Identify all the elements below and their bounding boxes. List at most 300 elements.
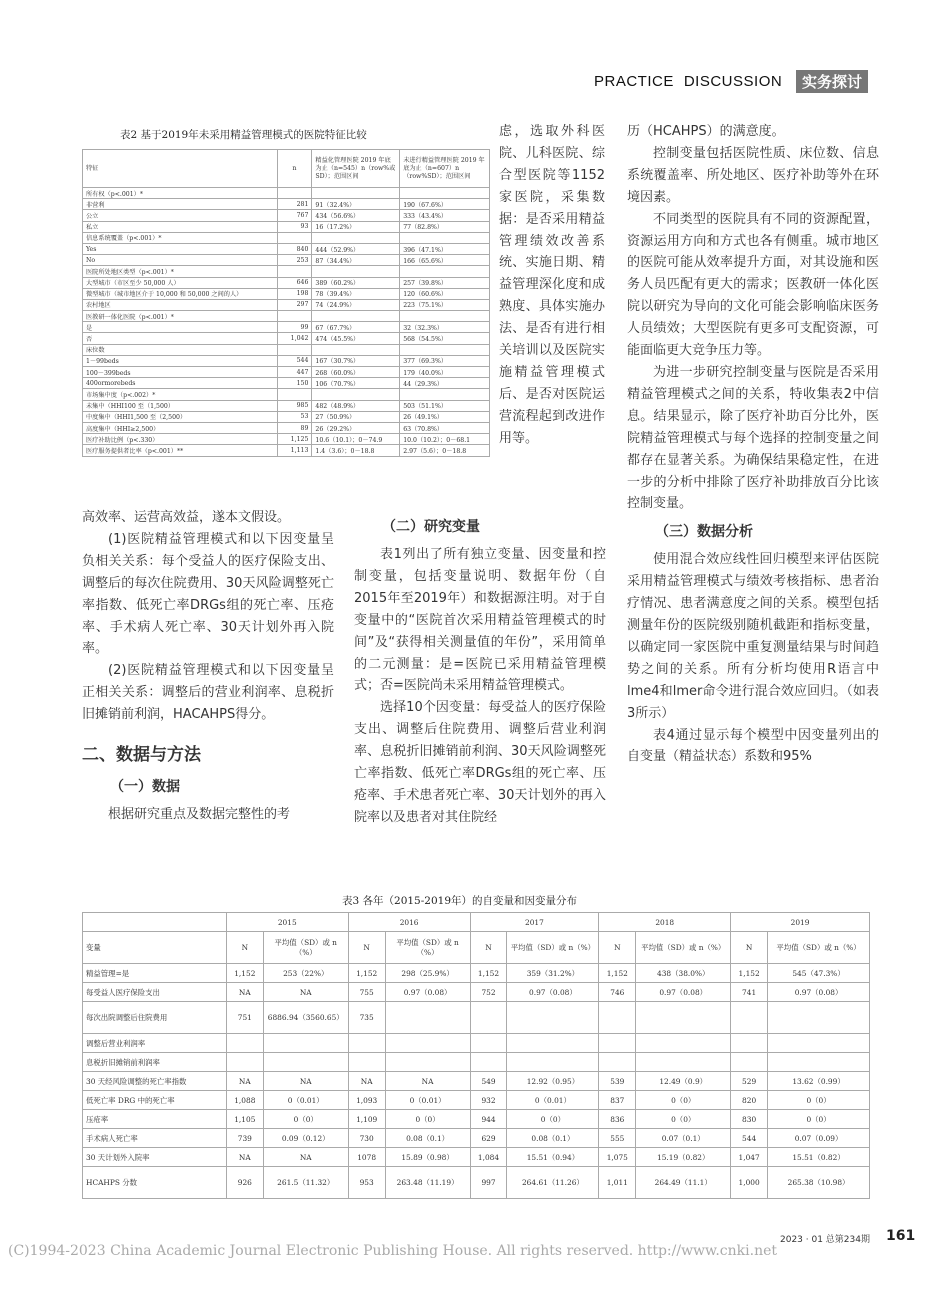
table-cell [277,232,312,243]
table-cell: 539 [599,1072,636,1091]
table-cell: 手术病人死亡率 [83,1129,227,1148]
table-cell: NA [263,1148,348,1167]
table-cell: Yes [83,243,278,254]
paragraph: 虑，选取外科医院、儿科医院、综合型医院等1152家医院，采集数据：是否采用精益管理绩效改善系统、实施日期、精益管理深化度和成熟度、具体实施办法、是否有进行相关培训以及医院实施精益管理模式后、是否对医院运营流程起到改进作用等。 [499,124,605,446]
table-cell [277,266,312,277]
year-header: 2019 [731,913,870,932]
table3 [82,912,870,1199]
table-cell [599,1002,636,1034]
table-row [83,1053,870,1072]
running-header-cn: 实务探讨 [796,70,868,93]
table-row [83,378,490,389]
table-cell: 297 [277,299,312,310]
table2-title: 表2 基于2019年未采用精益管理模式的医院特征比较 [120,129,367,141]
table-cell: 953 [348,1167,385,1199]
column-header: 平均值（SD）或 n（%） [636,932,731,964]
middle-column [354,510,606,829]
table-cell [400,266,490,277]
subsection-heading-data: （一）数据 [110,779,180,796]
table-cell: 是 [83,322,278,333]
year-header: 2016 [348,913,470,932]
column-header: N [470,932,507,964]
table-cell: 32（32.3%） [400,322,490,333]
table-cell: 646 [277,277,312,288]
subsection-heading-analysis: （三）数据分析 [655,524,753,541]
table-cell: 市场集中度（p<.002）* [83,389,278,400]
table-cell: No [83,255,278,266]
table-cell: 106（70.7%） [312,378,400,389]
table-cell: 549 [470,1072,507,1091]
paragraph: 控制变量包括医院性质、床位数、信息系统覆盖率、所处地区、医疗补助等外在环境因素。 [627,145,879,205]
subsection-heading-variables: （二）研究变量 [382,519,480,535]
table-cell: HCAHPS 分数 [83,1167,227,1199]
table-cell [731,1002,768,1034]
table-cell [312,188,400,199]
table-row [83,1110,870,1129]
section-heading: 二、数据与方法 [82,745,201,766]
table-cell [400,311,490,322]
table-cell: 1,093 [348,1091,385,1110]
table-row [83,266,490,277]
table-cell [277,344,312,355]
table-cell: 15.51（0.94） [507,1148,599,1167]
table-cell: 544 [277,355,312,366]
table-cell: 932 [470,1091,507,1110]
table-cell [731,1034,768,1053]
table-cell: 93 [277,221,312,232]
table-cell: 所有权（p<.001）* [83,188,278,199]
table-cell [636,1053,731,1072]
table-cell [400,344,490,355]
paragraph: 历（HCAHPS）的满意度。 [627,124,785,139]
table-cell [277,389,312,400]
table-cell: 1,152 [731,964,768,983]
table-cell [636,1034,731,1053]
table-cell: 信息系统覆盖（p<.001）* [83,232,278,243]
table-cell: 836 [599,1110,636,1129]
table-row [83,1129,870,1148]
table-cell: 741 [731,983,768,1002]
table-cell: 1,152 [599,964,636,983]
table-row [83,344,490,355]
table-cell: 床位数 [83,344,278,355]
table-cell: 261.5（11.32） [263,1167,348,1199]
table-cell: 0（0） [385,1110,470,1129]
hypothesis-1: (1)医院精益管理模式和以下因变量呈负相关关系：每个受益人的医疗保险支出、调整后的每次住院费用、30天风险调整死亡率指数、低死亡率DRGs组的死亡率、压疮率、手术病人死亡率、30天计划外再入院率。 [82,531,334,657]
paragraph: 为进一步研究控制变量与医院是否采用精益管理模式之间的关系，特收集表2中信息。结果显示，除了医疗补助百分比外，医院精益管理模式与每个选择的控制变量之间都存在显著关系。为确保结果稳定性，在进一步的分析中排除了医疗补助排放百分比该控制变量。 [627,364,879,512]
table-cell [312,389,400,400]
table-row [83,1167,870,1199]
table-cell: 1,011 [599,1167,636,1199]
year-header: 2015 [226,913,348,932]
table-row [83,221,490,232]
table-cell: 非营利 [83,199,278,210]
table-cell: NA [226,1148,263,1167]
table-row [83,445,490,456]
table-cell: 1,042 [277,333,312,344]
table-cell: 否 [83,333,278,344]
table-row [83,322,490,333]
table-cell: 53 [277,411,312,422]
table-cell [768,1053,870,1072]
table-cell: 926 [226,1167,263,1199]
table-cell: 1,109 [348,1110,385,1129]
table-cell [226,1053,263,1072]
table-row [83,210,490,221]
table-cell: 438（38.0%） [636,964,731,983]
table-cell: 0（0.01） [507,1091,599,1110]
table-cell: 333（43.4%） [400,210,490,221]
table-cell: 167（30.7%） [312,355,400,366]
table-cell: 0.07（0.09） [768,1129,870,1148]
table-cell: 1－99beds [83,355,278,366]
column-header: 平均值（SD）或 n（%） [263,932,348,964]
table-row [83,983,870,1002]
table-cell: 529 [731,1072,768,1091]
column-header: n [277,150,312,188]
paragraph: 表4通过显示每个模型中因变量列出的自变量（精益状态）系数和95% [627,727,879,765]
table-cell [507,1002,599,1034]
table-cell [277,311,312,322]
table-cell: 434（56.6%） [312,210,400,221]
table-cell: 400ormorebeds [83,378,278,389]
table-cell: 0（0.01） [263,1091,348,1110]
table-cell: 15.89（0.98） [385,1148,470,1167]
table-cell [507,1053,599,1072]
table-cell [385,1002,470,1034]
table-row [83,277,490,288]
table-cell: 1078 [348,1148,385,1167]
table-row [83,1034,870,1053]
table-row [83,188,490,199]
table-cell: 12.92（0.95） [507,1072,599,1091]
table-cell [470,1053,507,1072]
table-header-row [83,913,870,932]
table-row [83,964,870,983]
table-cell: 265.38（10.98） [768,1167,870,1199]
table-cell: 253 [277,255,312,266]
table-header-row [83,150,490,188]
table-cell [768,1034,870,1053]
table-cell: 166（65.6%） [400,255,490,266]
table-cell: 1,105 [226,1110,263,1129]
table-cell: 820 [731,1091,768,1110]
table-cell: 396（47.1%） [400,243,490,254]
table-cell: 0（0） [507,1110,599,1129]
paragraph: 根据研究重点及数据完整性的考 [108,807,291,823]
table-cell: 253（22%） [263,964,348,983]
table-cell [400,232,490,243]
table-cell [400,188,490,199]
table-cell: 503（51.1%） [400,400,490,411]
table-cell: 63（70.8%） [400,422,490,433]
table-cell: 264.49（11.1） [636,1167,731,1199]
table-cell: 264.61（11.26） [507,1167,599,1199]
table-row [83,1072,870,1091]
table-cell: 44（29.3%） [400,378,490,389]
table-cell: 87（34.4%） [312,255,400,266]
table-cell: 77（82.8%） [400,221,490,232]
table-cell: 1.4（3.6）；0－18.8 [312,445,400,456]
table-cell [507,1034,599,1053]
table-cell: 751 [226,1002,263,1034]
table-cell: 263.48（11.19） [385,1167,470,1199]
table-cell: 精益管理=是 [83,964,227,983]
table-cell: 26（29.2%） [312,422,400,433]
table-cell: 89 [277,422,312,433]
table-cell: 大型城市（市区至少 50,000 人） [83,277,278,288]
table-cell: 0.08（0.1） [385,1129,470,1148]
table-cell [312,232,400,243]
table-row [83,367,490,378]
table-cell: 12.49（0.9） [636,1072,731,1091]
left-column [82,507,334,826]
table-cell: 医疗服务提供者比率（p<.001）** [83,445,278,456]
table-row [83,1002,870,1034]
year-header: 2017 [470,913,599,932]
page-number: 161 [886,1228,916,1244]
table-cell: 444（52.9%） [312,243,400,254]
table-cell: 359（31.2%） [507,964,599,983]
table-row [83,288,490,299]
table-cell: 767 [277,210,312,221]
table-cell: NA [348,1072,385,1091]
table-row [83,411,490,422]
table-row [83,434,490,445]
table-cell: 482（48.9%） [312,400,400,411]
table-row [83,311,490,322]
table-row [83,232,490,243]
table-cell: 1,000 [731,1167,768,1199]
header-word-discussion: DISCUSSION [683,73,783,90]
table3-title: 表3 各年（2015-2019年）的自变量和因变量分布 [342,895,578,907]
table-cell: 1,075 [599,1148,636,1167]
narrow-column-text [499,121,605,450]
table-cell [263,1034,348,1053]
table-cell: 985 [277,400,312,411]
table-cell [385,1034,470,1053]
table-cell: 未集中（HHI100 至（1,500） [83,400,278,411]
table-cell: 179（40.0%） [400,367,490,378]
issue-info: 2023 · 01 总第234期 [780,1235,870,1245]
table-row [83,400,490,411]
table-cell: 555 [599,1129,636,1148]
table-cell: 调整后营业利润率 [83,1034,227,1053]
table-cell: NA [226,983,263,1002]
column-header: 变量 [83,932,227,964]
table-cell: 医院所处地区类型（p<.001）* [83,266,278,277]
table-cell: 389（60.2%） [312,277,400,288]
table-row [83,1148,870,1167]
table-cell: 0.97（0.08） [385,983,470,1002]
table-row [83,422,490,433]
right-column [627,121,879,768]
table-cell: 0.97（0.08） [636,983,731,1002]
table-row [83,243,490,254]
table-cell: 840 [277,243,312,254]
table-cell: 每受益人医疗保险支出 [83,983,227,1002]
table-cell: 0.07（0.1） [636,1129,731,1148]
table-cell: 27（50.9%） [312,411,400,422]
table-cell: 压疮率 [83,1110,227,1129]
table-row [83,255,490,266]
column-header: N [348,932,385,964]
table-cell [226,1034,263,1053]
table-cell: 16（17.2%） [312,221,400,232]
paragraph: 使用混合效应线性回归模型来评估医院采用精益管理模式与绩效考核指标、患者治疗情况、患者满意度之间的关系。模型包括测量年份的医院级别随机截距和指标变量，以确定同一家医院中重复测量结果与时间趋势之间的关系。所有分析均使用R语言中lme4和lmer命令进行混合效应回归。（如表3所示） [627,552,879,721]
column-header: 平均值（SD）或 n（%） [507,932,599,964]
table-cell: 944 [470,1110,507,1129]
table-cell: 0.97（0.08） [768,983,870,1002]
table-cell: 农村地区 [83,299,278,310]
table-cell [768,1002,870,1034]
table-cell: 447 [277,367,312,378]
table-cell [470,1034,507,1053]
table-cell: NA [385,1072,470,1091]
table-cell: 377（69.3%） [400,355,490,366]
table-cell: 私立 [83,221,278,232]
table-cell [599,1053,636,1072]
table-cell: 微型城市（城市地区介于 10,000 和 50,000 之间的人） [83,288,278,299]
table-cell: 13.62（0.99） [768,1072,870,1091]
table-cell: 0.97（0.08） [507,983,599,1002]
column-header: 未进行精益管理医院 2019 年底为止（n=607）n（row%SD）；范围区间 [400,150,490,188]
table-cell: 99 [277,322,312,333]
table-cell: 1,152 [226,964,263,983]
table-row [83,1091,870,1110]
column-header: 平均值（SD）或 n（%） [768,932,870,964]
table-cell: 每次出院调整后住院费用 [83,1002,227,1034]
table-cell: 1,152 [470,964,507,983]
table-cell [277,188,312,199]
table-cell: 739 [226,1129,263,1148]
paragraph: 不同类型的医院具有不同的资源配置，资源运用方向和方式也各有侧重。城市地区的医院可能从效率提升方面，对其设施和医务人员匹配有更大的需求；医教研一体化医院以研究为导向的文化可能会影响临床医务人员绩效；大型医院有更多可支配资源，可能面临更大竞争压力等。 [627,211,879,359]
table-cell: NA [226,1072,263,1091]
copyright-watermark: (C)1994-2023 China Academic Journal Electronic Publishing House. All rights reserved. http://www.cnki.net [8,1243,778,1259]
column-header: 特征 [83,150,278,188]
table-cell: 100－399beds [83,367,278,378]
year-header: 2018 [599,913,731,932]
table-cell: 中度集中（HHI1,500 至（2,500） [83,411,278,422]
table-cell: 0（0） [768,1110,870,1129]
table-cell: 公立 [83,210,278,221]
table-cell: 545（47.3%） [768,964,870,983]
table-cell: 30 天经风险调整的死亡率指数 [83,1072,227,1091]
table-cell: 0（0） [636,1091,731,1110]
table-cell: 837 [599,1091,636,1110]
table-cell: 0（0） [636,1110,731,1129]
table-cell: 298（25.9%） [385,964,470,983]
table-cell: 医疗补助比例（p<.330） [83,434,278,445]
table-cell [731,1053,768,1072]
table-cell: 低死亡率 DRG 中的死亡率 [83,1091,227,1110]
table-cell: 752 [470,983,507,1002]
table-cell: 0（0） [263,1110,348,1129]
table-cell: 10.0（10.2）；0－68.1 [400,434,490,445]
table-cell: 830 [731,1110,768,1129]
table-cell: 15.51（0.82） [768,1148,870,1167]
paragraph: 高效率、运营高效益，遂本文假设。 [82,510,291,525]
table-cell: 医教研一体化医院（p<.001）* [83,311,278,322]
table-cell [348,1053,385,1072]
table-cell: 150 [277,378,312,389]
table-cell: 568（54.5%） [400,333,490,344]
table-cell: 息税折旧摊销前利润率 [83,1053,227,1072]
table-cell: 629 [470,1129,507,1148]
table-cell [599,1034,636,1053]
table-cell: 746 [599,983,636,1002]
table-cell: 0（0） [768,1091,870,1110]
table-cell: 730 [348,1129,385,1148]
table-cell: 120（60.6%） [400,288,490,299]
table-cell [636,1002,731,1034]
table-cell: 997 [470,1167,507,1199]
table-cell: 1,047 [731,1148,768,1167]
table-row [83,333,490,344]
column-header: 精益化管理医院 2019 年底为止（n=545）n（row%或 SD）；范围区间 [312,150,400,188]
table-cell: 281 [277,199,312,210]
paragraph: 表1列出了所有独立变量、因变量和控制变量，包括变量说明、数据年份（自2015年至2019年）和数据源注明。对于自变量中的“医院首次采用精益管理模式的时间”及“获得相关测量值的年份”，采用简单的二元测量：是=医院已采用精益管理模式；否=医院尚未采用精益管理模式。 [354,547,606,694]
table-cell: NA [263,983,348,1002]
paragraph: 选择10个因变量：每受益人的医疗保险支出、调整后住院费用、调整后营业利润率、息税折旧摊销前利润、30天风险调整死亡率指数、低死亡率DRGs组的死亡率、压疮率、手术患者死亡率、30天计划外的再入院率以及患者对其住院经 [354,700,606,825]
table-cell: 1,152 [348,964,385,983]
table-cell [312,266,400,277]
table-cell: 198 [277,288,312,299]
table-cell: 2.97（5.6）；0－18.8 [400,445,490,456]
table-cell: 735 [348,1002,385,1034]
table-cell: 0（0.01） [385,1091,470,1110]
table-cell: 78（39.4%） [312,288,400,299]
table-cell: 74（24.9%） [312,299,400,310]
table-cell: 190（67.6%） [400,199,490,210]
table-header-row [83,932,870,964]
table-row [83,299,490,310]
table-cell: 268（60.0%） [312,367,400,378]
table-cell: 30 天计划外入院率 [83,1148,227,1167]
table-cell: 755 [348,983,385,1002]
table-cell: 高度集中（HHI≥2,500） [83,422,278,433]
table-cell: 0.08（0.1） [507,1129,599,1148]
table-cell: 1,125 [277,434,312,445]
table2 [82,149,490,457]
table-cell [385,1053,470,1072]
table-cell: 6886.94（3560.65） [263,1002,348,1034]
table-cell: 67（67.7%） [312,322,400,333]
table-cell: 223（75.1%） [400,299,490,310]
column-header: N [731,932,768,964]
table-cell: 91（32.4%） [312,199,400,210]
table-row [83,389,490,400]
table-cell: 1,084 [470,1148,507,1167]
table-cell: 26（49.1%） [400,411,490,422]
table-cell [470,1002,507,1034]
table-cell: 474（45.5%） [312,333,400,344]
table-row [83,355,490,366]
header-word-practice: PRACTICE [594,73,674,90]
table-cell: 544 [731,1129,768,1148]
column-header: N [226,932,263,964]
table-cell [83,913,227,932]
table-cell: 1,113 [277,445,312,456]
table-cell: 0.09（0.12） [263,1129,348,1148]
table-cell: NA [263,1072,348,1091]
column-header: N [599,932,636,964]
table-cell: 10.6（10.1）；0－74.9 [312,434,400,445]
table-cell [312,311,400,322]
hypothesis-2: (2)医院精益管理模式和以下因变量呈正相关关系：调整后的营业利润率、息税折旧摊销前利润，HACAHPS得分。 [82,663,334,723]
running-header-en [594,73,792,90]
table-cell: 15.19（0.82） [636,1148,731,1167]
